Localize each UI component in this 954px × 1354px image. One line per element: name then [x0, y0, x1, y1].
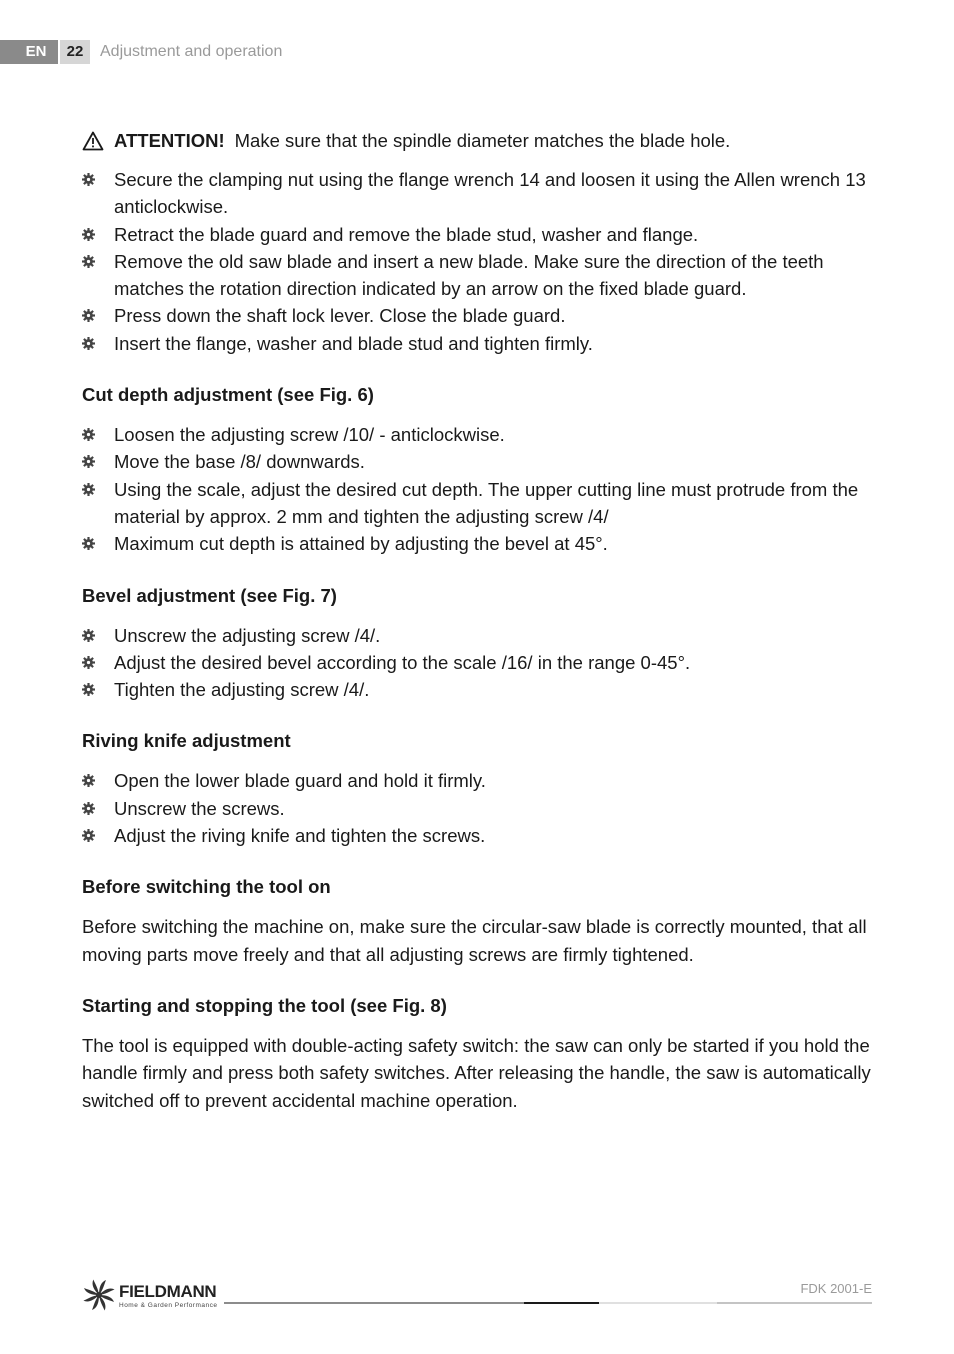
page-content: [82, 127, 872, 1114]
gear-bullet-icon: [82, 774, 95, 787]
gear-bullet-icon: [82, 428, 95, 441]
page-header: [0, 40, 282, 64]
gear-bullet-icon: [82, 309, 95, 322]
brand-name: FIELDMANN: [119, 1282, 217, 1301]
bevel-heading: Bevel adjustment (see Fig. 7): [82, 584, 337, 606]
list-item: Insert the flange, washer and blade stud and tighten firmly.: [82, 330, 872, 357]
footer-line-dark: [524, 1302, 599, 1304]
footer-line-mid: [224, 1302, 524, 1304]
gear-bullet-icon: [82, 829, 95, 842]
gear-bullet-icon: [82, 802, 95, 815]
page-number: 22: [60, 40, 90, 64]
footer-line-end: [717, 1302, 872, 1304]
fieldmann-fan-logo-icon: [82, 1278, 116, 1312]
gear-bullet-icon: [82, 455, 95, 468]
gear-bullet-icon: [82, 683, 95, 696]
bevel-list: [82, 622, 872, 704]
gear-bullet-icon: [82, 629, 95, 642]
footer-line-light: [599, 1302, 717, 1304]
list-item: Unscrew the screws.: [82, 795, 872, 822]
starting-stopping-heading: Starting and stopping the tool (see Fig. 8): [82, 994, 447, 1016]
list-item: Secure the clamping nut using the flange wrench 14 and loosen it using the Allen wrench 13 anticlockwise.: [82, 166, 872, 221]
gear-bullet-icon: [82, 228, 95, 241]
language-badge: EN: [0, 40, 58, 64]
brand-logo: [82, 1278, 217, 1312]
list-item: Loosen the adjusting screw /10/ - anticlockwise.: [82, 421, 872, 448]
gear-bullet-icon: [82, 337, 95, 350]
list-item: Retract the blade guard and remove the blade stud, washer and flange.: [82, 221, 872, 248]
gear-bullet-icon: [82, 483, 95, 496]
list-item: Unscrew the adjusting screw /4/.: [82, 622, 872, 649]
model-code: FDK 2001-E: [800, 1281, 872, 1296]
list-item: Maximum cut depth is attained by adjusting the bevel at 45°.: [82, 530, 872, 557]
list-item: Tighten the adjusting screw /4/.: [82, 676, 872, 703]
page-footer: [82, 1276, 872, 1316]
riving-knife-list: [82, 767, 872, 849]
gear-bullet-icon: [82, 537, 95, 550]
list-item: Move the base /8/ downwards.: [82, 448, 872, 475]
section-title: Adjustment and operation: [100, 43, 283, 60]
attention-label: ATTENTION!: [114, 130, 225, 151]
list-item: Using the scale, adjust the desired cut depth. The upper cutting line must protrude from the material by approx. 2 mm and tighten the adjusting screw /4/: [82, 476, 872, 531]
attention-note: [82, 127, 872, 154]
before-switching-heading: Before switching the tool on: [82, 876, 331, 898]
attention-text: Make sure that the spindle diameter matches the blade hole.: [234, 130, 731, 151]
riving-knife-heading: Riving knife adjustment: [82, 730, 291, 752]
list-item: Adjust the desired bevel according to the scale /16/ in the range 0-45°.: [82, 649, 872, 676]
warning-triangle-icon: [82, 131, 104, 151]
gear-bullet-icon: [82, 173, 95, 186]
cut-depth-heading: Cut depth adjustment (see Fig. 6): [82, 384, 374, 406]
list-item: Press down the shaft lock lever. Close the blade guard.: [82, 302, 872, 329]
blade-steps-list: [82, 166, 872, 357]
cut-depth-list: [82, 421, 872, 557]
list-item: Adjust the riving knife and tighten the screws.: [82, 822, 872, 849]
starting-stopping-text: The tool is equipped with double-acting safety switch: the saw can only be started if you hold the handle firmly and press both safety switches. After releasing the handle, the saw is automatically switched off to prevent accidental machine operation.: [82, 1034, 871, 1111]
list-item: Open the lower blade guard and hold it firmly.: [82, 767, 872, 794]
brand-tagline: Home & Garden Performance: [119, 1302, 218, 1309]
gear-bullet-icon: [82, 255, 95, 268]
list-item: Remove the old saw blade and insert a new blade. Make sure the direction of the teeth matches the rotation direction indicated by an arrow on the fixed blade guard.: [82, 248, 872, 303]
gear-bullet-icon: [82, 656, 95, 669]
before-switching-text: Before switching the machine on, make sure the circular-saw blade is correctly mounted, that all moving parts move freely and that all adjusting screws are firmly tightened.: [82, 916, 867, 965]
